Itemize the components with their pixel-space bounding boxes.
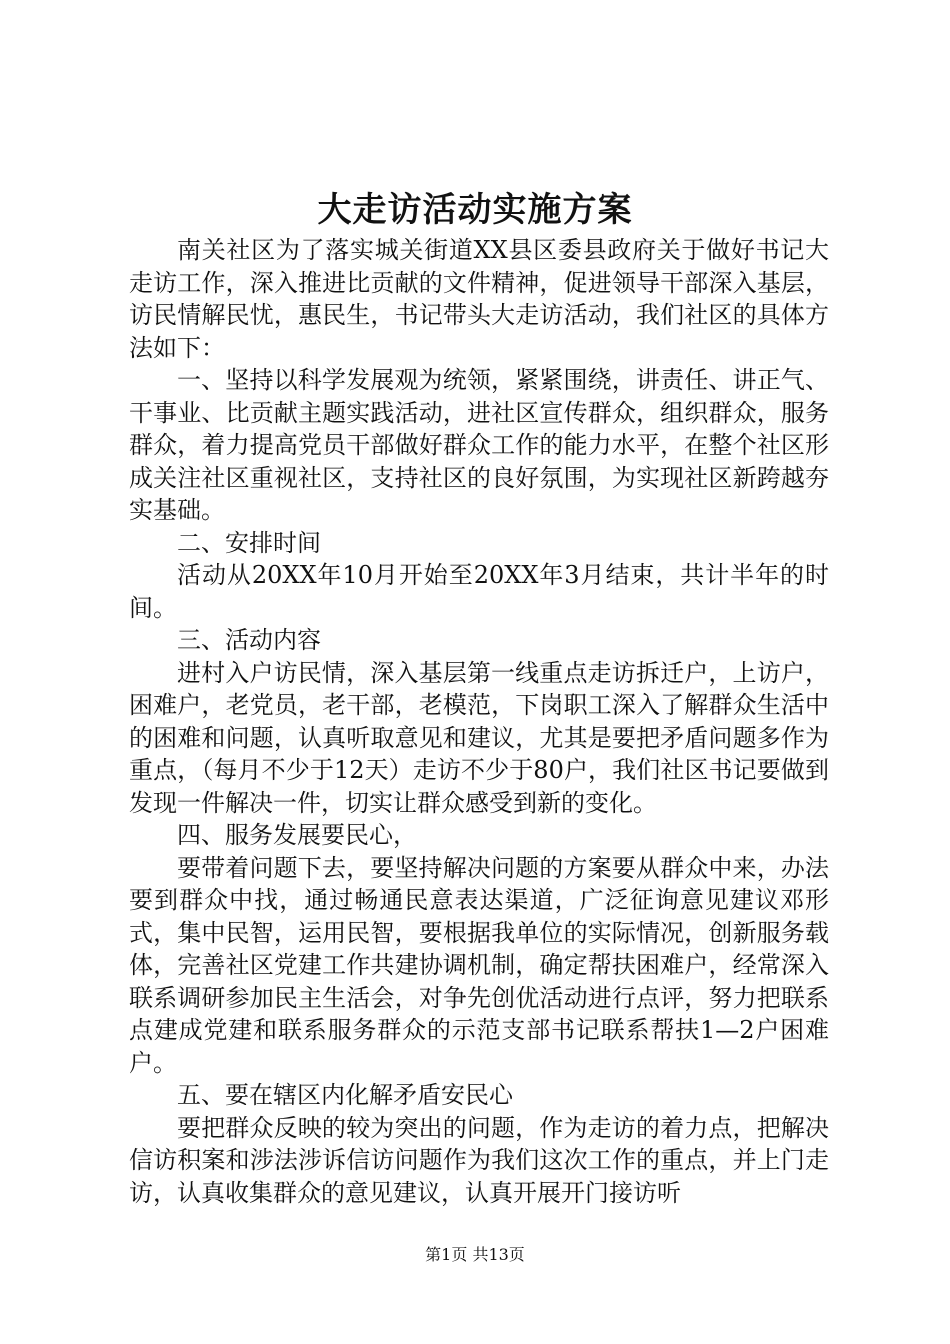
paragraph-section-3: 进村入户访民情，深入基层第一线重点走访拆迁户，上访户，困难户，老党员，老干部，老模范，下岗职工深入了解群众生活中的困难和问题，认真听取意见和建议，尤其是要把矛盾问题多作为重点，（每月不少于12天）走访不少于80户，我们社区书记要做到发现一件解决一件，切实让群众感受到新的变化。 — [129, 658, 829, 817]
paragraph-section-4: 要带着问题下去，要坚持解决问题的方案要从群众中来，办法要到群众中找，通过畅通民意表达渠道，广泛征询意见建议邓形式，集中民智，运用民智，要根据我单位的实际情况，创新服务载体，完善社区党建工作共建协调机制，确定帮扶困难户，经常深入联系调研参加民主生活会，对争先创优活动进行点评，努力把联系点建成党建和联系服务群众的示范支部书记联系帮扶1—2户困难户。 — [129, 853, 829, 1077]
document-title: 大走访活动实施方案 — [317, 190, 633, 230]
paragraph-section-5: 要把群众反映的较为突出的问题，作为走访的着力点，把解决信访积案和涉法涉诉信访问题作为我们这次工作的重点，并上门走访，认真收集群众的意见建议，认真开展开门接访听 — [129, 1113, 829, 1207]
heading-section-5: 五、要在辖区内化解矛盾安民心 — [177, 1081, 513, 1109]
heading-section-3: 三、活动内容 — [177, 626, 321, 654]
document-body — [129, 234, 829, 1209]
page-footer: 第1页 共13页 — [425, 1245, 525, 1264]
paragraph-intro: 南关社区为了落实城关街道XX县区委县政府关于做好书记大走访工作，深入推进比贡献的文件精神，促进领导干部深入基层，访民情解民忧，惠民生，书记带头大走访活动，我们社区的具体方法如下： — [129, 236, 829, 362]
paragraph-section-1: 一、坚持以科学发展观为统领，紧紧围绕，讲责任、讲正气、干事业、比贡献主题实践活动，进社区宣传群众，组织群众，服务群众，着力提高党员干部做好群众工作的能力水平，在整个社区形成关注社区重视社区，支持社区的良好氛围，为实现社区新跨越夯实基础。 — [129, 366, 829, 524]
paragraph-section-2: 活动从20XX年10月开始至20XX年3月结束，共计半年的时间。 — [129, 561, 829, 622]
heading-section-4: 四、服务发展要民心， — [177, 821, 417, 849]
heading-section-2: 二、安排时间 — [177, 528, 321, 557]
